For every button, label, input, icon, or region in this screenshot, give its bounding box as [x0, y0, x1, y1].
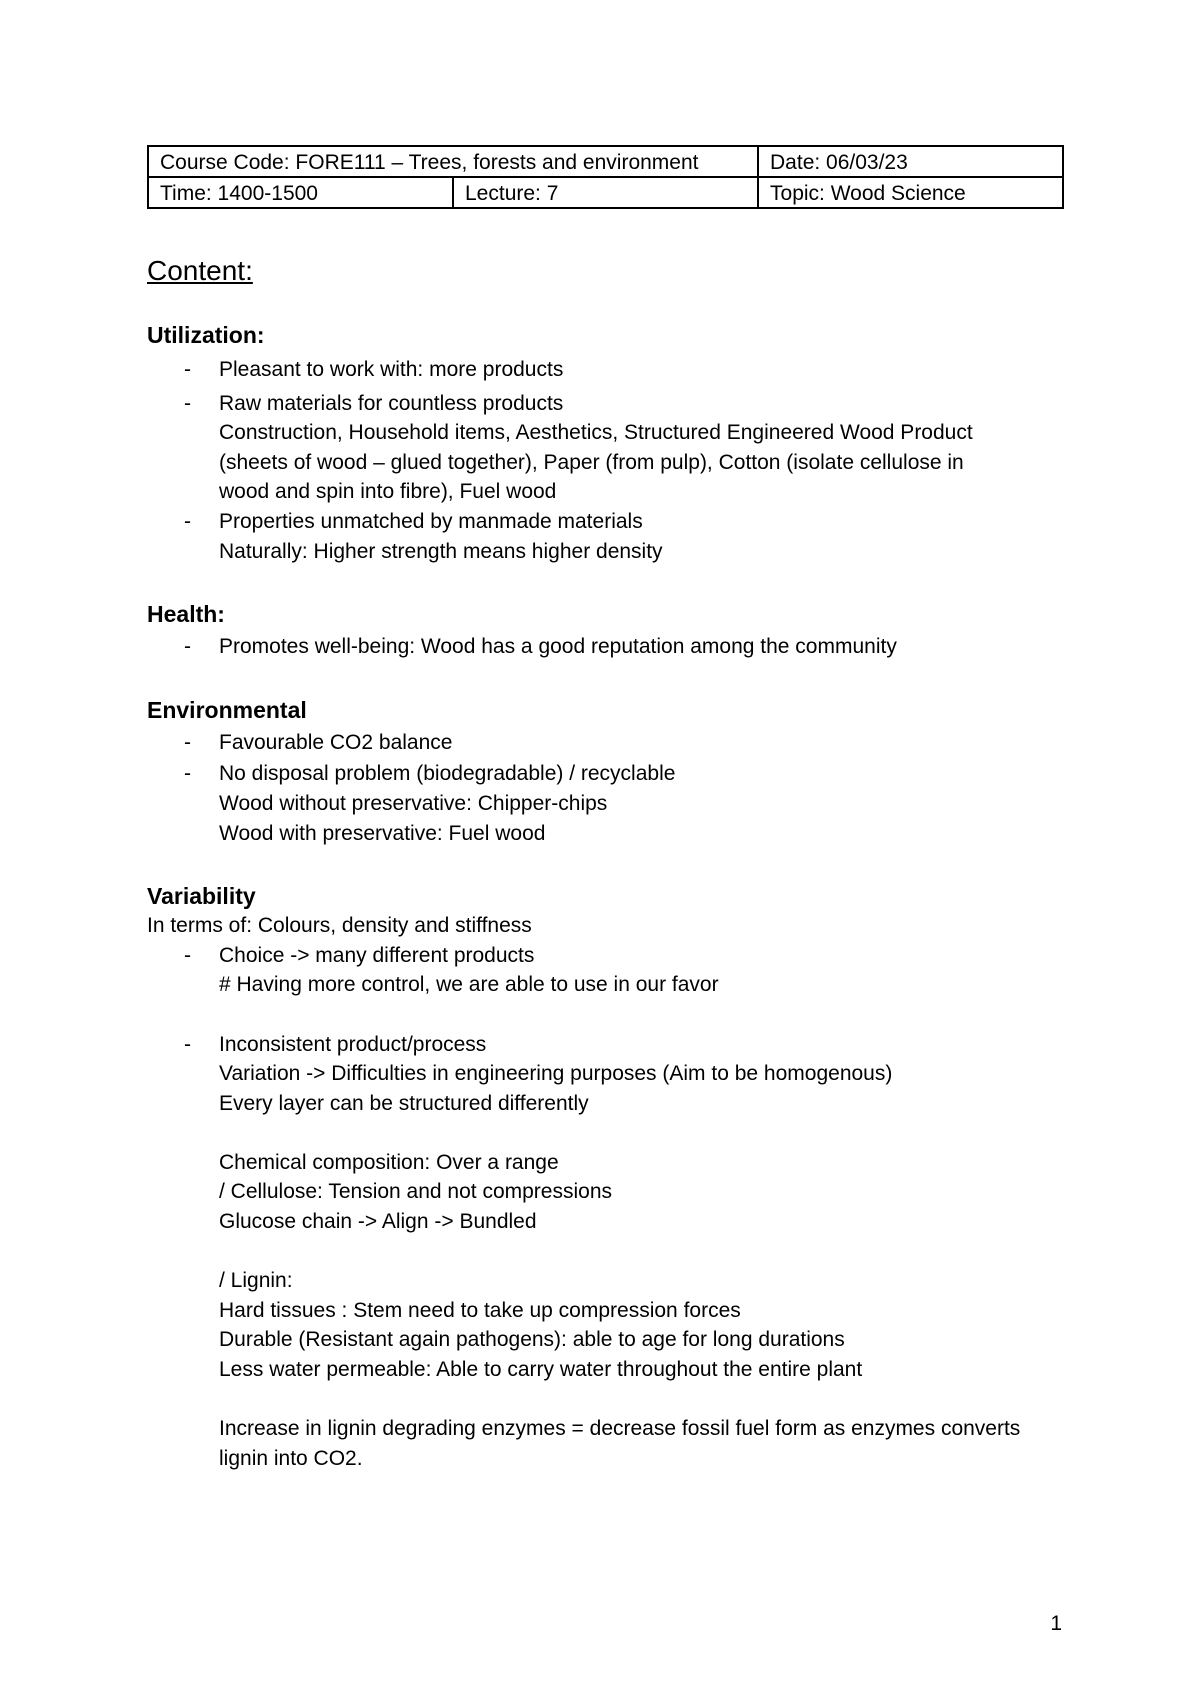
course-info-row-2: [148, 177, 1063, 208]
list-item-detail: Every layer can be structured differently: [219, 1091, 589, 1115]
list-item-text: Promotes well-being: Wood has a good reputation among the community: [219, 635, 897, 659]
list-item-text: Choice -> many different products: [219, 943, 535, 967]
list-item-detail: Wood without preservative: Chipper-chips: [219, 791, 608, 815]
list-item-detail: Wood with preservative: Fuel wood: [219, 821, 546, 845]
blank-line: [219, 1237, 1062, 1267]
list-item: [147, 389, 1062, 507]
conclusion-line: Increase in lignin degrading enzymes = decrease fossil fuel form as enzymes converts: [219, 1417, 1021, 1441]
list-item-text: Favourable CO2 balance: [219, 730, 453, 754]
list-item: [147, 355, 1062, 385]
list-item-text: No disposal problem (biodegradable) / recyclable: [219, 762, 676, 786]
variability-heading: Variability: [147, 883, 256, 910]
blank-line: [219, 1118, 1062, 1148]
list-item-detail: wood and spin into fibre), Fuel wood: [219, 480, 557, 504]
bullet-dash: -: [184, 762, 191, 786]
list-item: [147, 759, 1062, 848]
list-item: [147, 507, 1062, 566]
lignin-detail-line: Durable (Resistant again pathogens): able to age for long durations: [219, 1328, 845, 1352]
bullet-dash: -: [184, 391, 191, 415]
environmental-heading: Environmental: [147, 696, 307, 723]
bullet-dash: -: [184, 730, 191, 754]
document-page: [147, 145, 1062, 1473]
lecture-cell: Lecture: 7: [453, 177, 758, 208]
conclusion-line: lignin into CO2.: [219, 1446, 363, 1470]
chemical-composition-line: Chemical composition: Over a range: [219, 1150, 559, 1174]
list-item: [147, 728, 1062, 758]
glucose-line: Glucose chain -> Align -> Bundled: [219, 1210, 537, 1234]
variability-intro: In terms of: Colours, density and stiffness: [147, 914, 532, 938]
date-cell: Date: 06/03/23: [758, 146, 1063, 177]
content-title: Content:: [147, 255, 253, 286]
list-item-text: Inconsistent product/process: [219, 1032, 487, 1056]
list-item-text: Properties unmatched by manmade materials: [219, 509, 643, 533]
list-item-text: Pleasant to work with: more products: [219, 358, 564, 381]
blank-line: [219, 1385, 1062, 1415]
list-item: [147, 941, 1062, 1000]
list-item-text: Raw materials for countless products: [219, 391, 564, 415]
lignin-heading-line: / Lignin:: [219, 1269, 293, 1293]
list-item-detail: Construction, Household items, Aesthetics, Structured Engineered Wood Product: [219, 421, 973, 445]
course-info-row-1: [148, 146, 1063, 177]
list-item-detail: # Having more control, we are able to use in our favor: [219, 973, 719, 997]
utilization-heading: Utilization:: [147, 322, 265, 348]
list-item: [147, 632, 1062, 662]
page-number: 1: [1050, 1612, 1062, 1635]
course-info-table: [147, 145, 1064, 209]
topic-cell: Topic: Wood Science: [758, 177, 1063, 208]
bullet-dash: -: [184, 509, 191, 533]
list-item-detail: (sheets of wood – glued together), Paper (from pulp), Cotton (isolate cellulose in: [219, 450, 964, 474]
bullet-dash: -: [184, 635, 191, 659]
health-heading: Health:: [147, 601, 225, 628]
bullet-dash: -: [184, 1032, 191, 1056]
list-item-detail: Variation -> Difficulties in engineering purposes (Aim to be homogenous): [219, 1062, 893, 1086]
lignin-detail-line: Less water permeable: Able to carry water throughout the entire plant: [219, 1358, 863, 1382]
time-cell: Time: 1400-1500: [148, 177, 453, 208]
bullet-dash: -: [184, 943, 191, 967]
bullet-dash: -: [184, 358, 191, 381]
list-item-detail: Naturally: Higher strength means higher density: [219, 539, 663, 563]
list-item: [147, 1030, 1062, 1474]
course-code-cell: Course Code: FORE111 – Trees, forests and environment: [148, 146, 758, 177]
lignin-detail-line: Hard tissues : Stem need to take up compression forces: [219, 1298, 741, 1322]
cellulose-line: / Cellulose: Tension and not compressions: [219, 1180, 613, 1204]
